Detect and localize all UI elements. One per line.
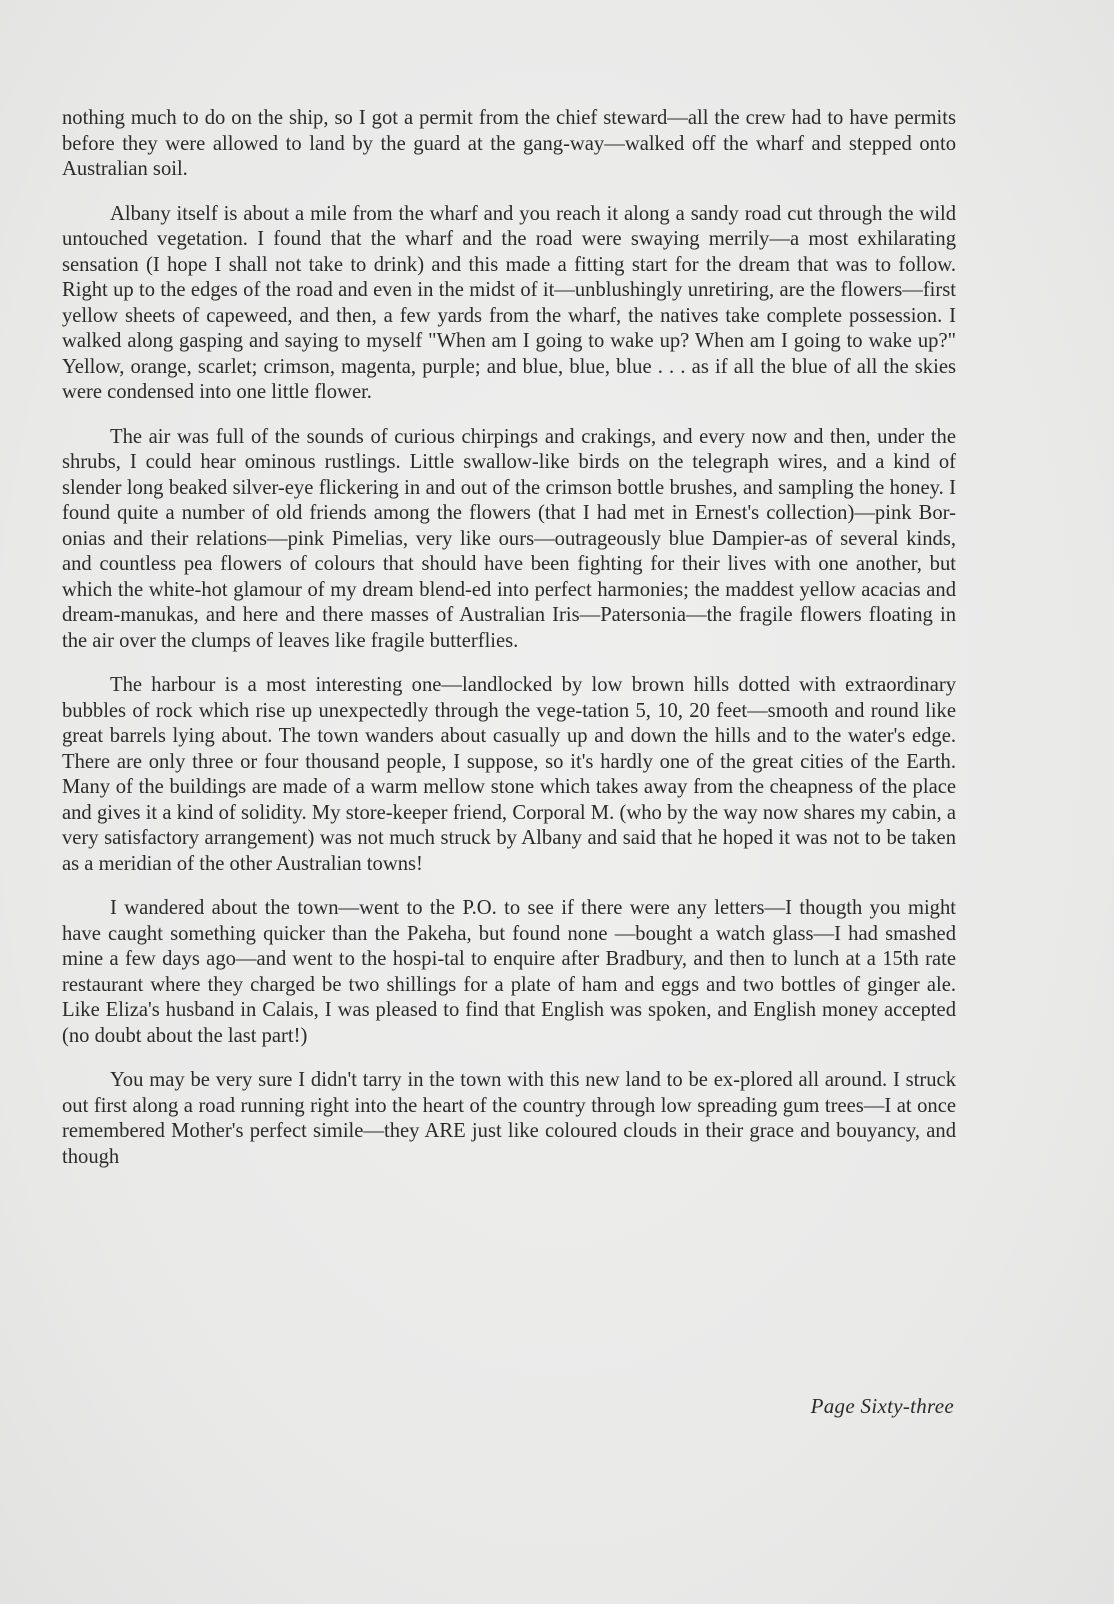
body-text	[62, 106, 956, 1170]
paragraph-3: The air was full of the sounds of curious chirpings and crakings, and every now and then, under the shrubs, I could hear ominous rustlings. Little swallow-like birds on the telegraph wires, and a kind of slender long beaked silver-eye flickering in and out of the crimson bottle brushes, and sampling the honey. I found quite a number of old friends among the flowers (that I had met in Ernest's collection)—pink Bor-onias and their relations—pink Pimelias, very like ours—outrageously blue Dampier-as of several kinds, and countless pea flowers of colours that should have been fighting for their lives with one another, but which the white-hot glamour of my dream blend-ed into perfect harmonies; the maddest yellow acacias and dream-manukas, and here and there masses of Australian Iris—Patersonia—the fragile flowers floating in the air over the clumps of leaves like fragile butterflies.	[62, 425, 956, 652]
page-number: Page Sixty-three	[810, 1394, 954, 1418]
paragraph-5: I wandered about the town—went to the P.O. to see if there were any letters—I thougth you might have caught something quicker than the Pakeha, but found none —bought a watch glass—I had smashed mine a few days ago—and went to the hospi-tal to enquire after Bradbury, and then to lunch at a 15th rate restaurant where they charged be two shillings for a plate of ham and eggs and two bottles of ginger ale. Like Eliza's husband in Calais, I was pleased to find that English was spoken, and English money accepted (no doubt about the last part!)	[62, 897, 956, 1047]
paragraph-6: You may be very sure I didn't tarry in the town with this new land to be ex-plored all around. I struck out first along a road running right into the heart of the country through low spreading gum trees—I at once remembered Mother's perfect simile—they ARE just like coloured clouds in their grace and bouyancy, and though	[62, 1069, 956, 1168]
paragraph-2: Albany itself is about a mile from the wharf and you reach it along a sandy road cut through the wild untouched vegetation. I found that the wharf and the road were swaying merrily—a most exhilarating sensation (I hope I shall not take to drink) and this made a fitting start for the dream that was to follow. Right up to the edges of the road and even in the midst of it—unblushingly unretiring, are the flowers—first yellow sheets of capeweed, and then, a few yards from the wharf, the natives take complete possession. I walked along gasping and saying to myself "When am I going to wake up? When am I going to wake up?" Yellow, orange, scarlet; crimson, magenta, purple; and blue, blue, blue . . . as if all the blue of all the skies were condensed into one little flower.	[62, 202, 956, 403]
paragraph-1: nothing much to do on the ship, so I got a permit from the chief steward—all the crew had to have permits before they were allowed to land by the guard at the gang-way—walked off the wharf and stepped onto Australian soil.	[62, 107, 956, 180]
paragraph-4: The harbour is a most interesting one—landlocked by low brown hills dotted with extraordinary bubbles of rock which rise up unexpectedly through the vege-tation 5, 10, 20 feet—smooth and round like great barrels lying about. The town wanders about casually up and down the hills and to the water's edge. There are only three or four thousand people, I suppose, so it's hardly one of the great cities of the Earth. Many of the buildings are made of a warm mellow stone which takes away from the cheapness of the place and gives it a kind of solidity. My store-keeper friend, Corporal M. (who by the way now shares my cabin, a very satisfactory arrangement) was not much struck by Albany and said that he hoped it was not to be taken as a meridian of the other Australian towns!	[62, 674, 956, 875]
